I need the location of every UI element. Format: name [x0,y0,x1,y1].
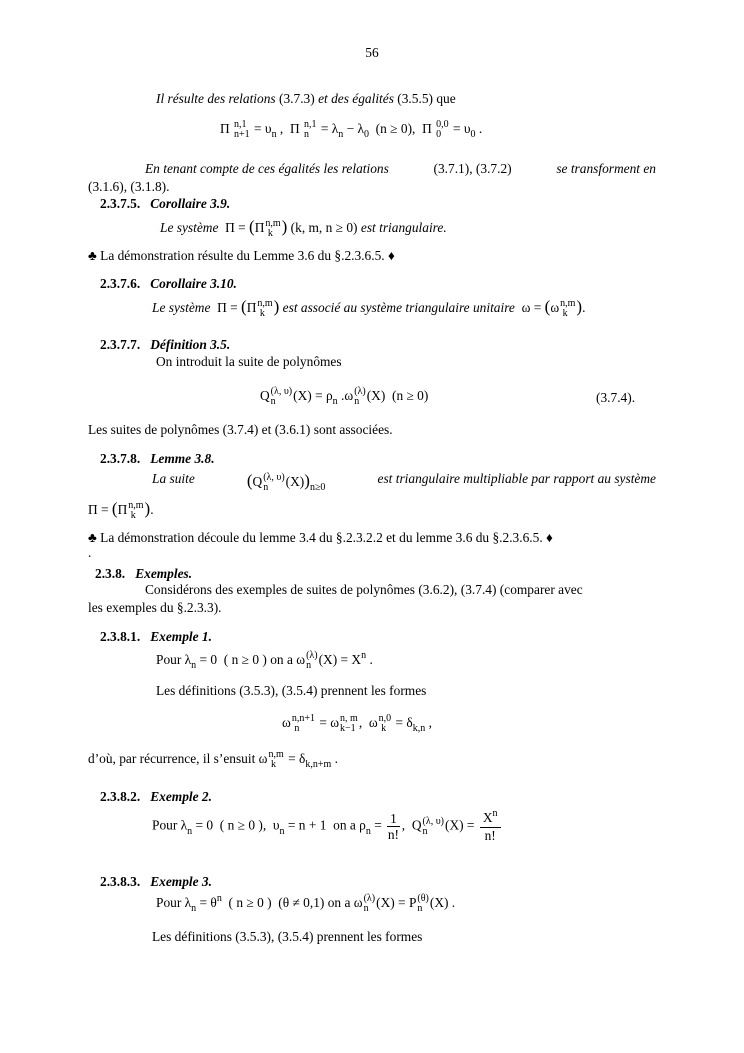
text: on a [327,895,351,911]
corollaire-310-text: Le système Π = (Π n,m k ) est associé au système triangulaire unitaire ω = (ω n,m k ). [152,297,586,319]
section-title: Exemple 3. [150,874,212,889]
example-3-defs: Les définitions (3.5.3), (3.5.4) prennent les formes [152,929,423,944]
section-238-heading [95,566,192,581]
section-2377-heading [100,337,230,352]
section-title: Corollaire 3.9. [150,196,231,211]
text: d’où, par récurrence, il s’ensuit [88,751,256,767]
text: se transforment en [556,161,656,176]
associated-line: Les suites de polynômes (3.7.4) et (3.6.1) sont associées. [88,422,393,437]
refs-line: (3.1.6), (3.1.8). [88,179,170,194]
example-1-heading [100,629,212,644]
text: Pour [156,652,182,668]
text: Pour [156,895,182,911]
text: La suite [152,471,195,486]
section-number: 2.3.7.8. [100,451,141,466]
example-3-heading [100,874,212,889]
example-1-condition: Pour $\lambda_n = 0$ ( n ≥ 0 ) on a ω (λ) n $(X) = X^n$ . [156,650,373,672]
section-title: Définition 3.5. [150,337,231,352]
definition-text: On introduit la suite de polynômes [156,354,342,369]
examples-intro [88,582,656,597]
example-1-recurrence: d’où, par récurrence, il s’ensuit ω n,m k = $\delta_{k,n+m}$ . [88,749,338,771]
section-2376-heading [100,276,237,291]
section-title: Exemples. [135,566,193,581]
section-title: Exemple 2. [150,789,212,804]
text: Le système [160,220,219,235]
example-1-equation: ω n,n+1 n = ω n, m k−1 , ω n,0 k = $\delta_{k,n}$ , [282,713,432,735]
page-number: 56 [365,45,379,60]
example-3-condition: Pour $\lambda_n = \theta^n$ ( n ≥ 0 ) (θ ≠ 0,1) on a ω (λ) n (X) = P (θ) n (X) . [156,893,456,915]
section-number: 2.3.8.3. [100,874,141,889]
equation-number: (3.7.4). [596,390,636,405]
text-a: Il résulte des relations [156,91,276,106]
intro-line [156,91,456,106]
section-number: 2.3.8.1. [100,629,141,644]
equation-pi: Π n,1 n+1 = $\upsilon_n$ , Π n,1 n = $\lambda_n - \lambda_0$ (n ≥ 0), Π 0,0 0 = $\upsilon_0$ . [220,119,483,141]
ref: (3.7.1), (3.7.2) [433,161,512,176]
text: est triangulaire multipliable par rapport au système [377,471,656,486]
examples-intro-2: les exemples du §.2.3.3). [88,600,222,615]
section-number: 2.3.7.6. [100,276,141,291]
example-2-condition: Pour $\lambda_n = 0$ ( n ≥ 0 ), $\upsilon_n = n + 1$ on a $\rho_n$ = $\frac{1}{n!}$ , Q (λ, υ) n (X) = $\frac{X^n}{n!}$ [152,810,503,843]
section-number: 2.3.8.2. [100,789,141,804]
text: Pour [152,817,178,833]
tenant-line [88,161,656,176]
text: Considérons des exemples de suites de polynômes (3.6.2), (3.7.4) (comparer avec [145,582,583,597]
section-title: Corollaire 3.10. [150,276,237,291]
section-number: 2.3.7.5. [100,196,141,211]
text-e: que [436,91,456,106]
section-title: Lemme 3.8. [150,451,215,466]
lemme-38-system: Π = (Π n,m k ). [88,499,154,521]
example-2-heading [100,789,212,804]
proof-line-1: ♣ La démonstration résulte du Lemme 3.6 du §.2.3.6.5. ♦ [88,248,395,263]
text: Le système [152,300,211,315]
text: on a [270,652,293,668]
section-number: 2.3.8. [95,566,126,581]
lemme-38-text: La suite (Q (λ, υ) n $(X))_{n\ge 0}$ est triangulaire multipliable par rapport au système [152,471,656,493]
proof-line-2: ♣ La démonstration découle du lemme 3.4 du §.2.3.2.2 et du lemme 3.6 du §.2.3.6.5. ♦ [88,530,553,545]
stray-dot: . [88,545,92,560]
equation-374: Q (λ, υ) n $(X) = \rho_n$ .ω (λ) n (X) (n ≥ 0) [260,386,429,408]
text: En tenant compte de ces égalités les relations [145,161,389,176]
section-number: 2.3.7.7. [100,337,141,352]
text: on a [333,817,356,833]
ref: (3.7.3) [279,91,315,106]
text-c: et des égalités [318,91,394,106]
text: est triangulaire. [360,220,447,235]
ref: (3.5.5) [397,91,433,106]
text: est associé au système triangulaire unitaire [282,300,515,315]
section-2378-heading [100,451,215,466]
section-2375-heading [100,196,230,211]
corollaire-39-text: Le système Π = (Π n,m k ) (k, m, n ≥ 0) est triangulaire. [160,217,447,239]
section-title: Exemple 1. [150,629,212,644]
example-1-defs: Les définitions (3.5.3), (3.5.4) prennent les formes [156,683,427,698]
